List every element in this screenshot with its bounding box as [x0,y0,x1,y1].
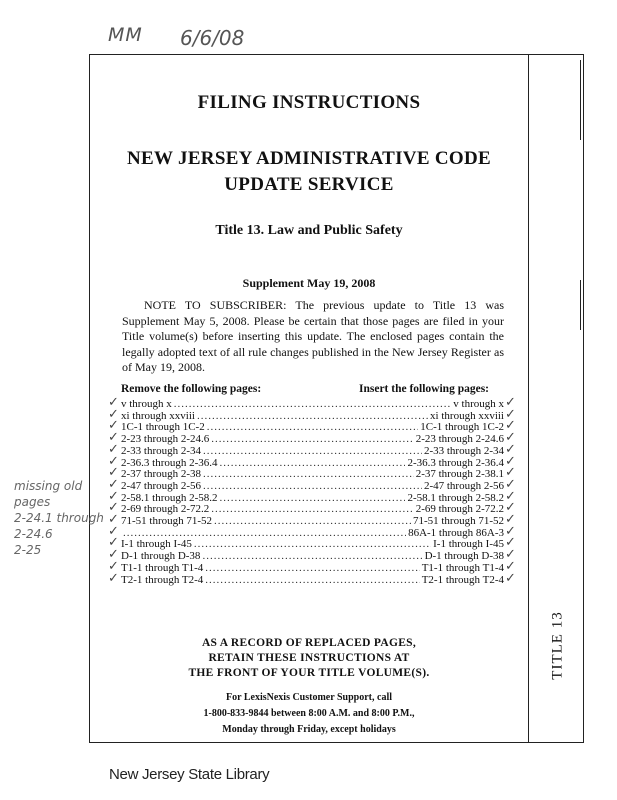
insert-pages: 86A-1 through 86A-3 [408,526,504,539]
check-mark-icon: ✓ [108,395,119,410]
check-mark-icon: ✓ [505,558,516,574]
check-mark-icon: ✓ [505,488,516,504]
strip-divider [580,280,581,330]
check-mark-icon: ✓ [505,476,516,492]
check-mark-icon: ✓ [108,547,119,563]
check-mark-icon: ✓ [108,500,119,516]
margin-note-line: missing old [14,479,83,493]
leader-dots [203,468,414,480]
record-line: THE FRONT OF YOUR TITLE VOLUME(S). [188,667,430,679]
insert-pages: 2-58.1 through 2-58.2 [407,491,504,504]
leader-dots [211,503,413,515]
library-stamp: New Jersey State Library [109,766,270,783]
check-mark-icon: ✓ [505,406,516,422]
margin-note-line: 2-24.6 [14,527,53,541]
insert-pages: 71-51 through 71-52 [412,515,504,527]
remove-pages: I-1 through I-45 [121,538,192,551]
check-mark-icon: ✓ [108,570,119,586]
check-mark-icon: ✓ [505,465,516,481]
code-title-line: UPDATE SERVICE [224,174,394,195]
check-mark-icon: ✓ [108,406,119,422]
remove-pages: 2-69 through 2-72.2 [121,503,210,516]
record-line: RETAIN THESE INSTRUCTIONS AT [208,652,410,664]
insert-pages: 2-69 through 2-72.2 [415,503,504,516]
leader-dots [202,550,422,562]
margin-note-line: 2-25 [14,543,42,557]
leader-dots [174,398,452,410]
leader-dots [207,421,419,433]
support-line: For LexisNexis Customer Support, call [225,692,392,703]
check-mark-icon: ✓ [505,395,516,410]
check-mark-icon: ✓ [505,570,516,586]
customer-support [89,690,529,738]
strip-divider [580,60,581,140]
insert-pages-header: Insert the following pages: [359,383,490,395]
check-mark-icon: ✓ [108,523,119,539]
remove-pages: 2-33 through 2-34 [121,444,202,457]
insert-pages: T2-1 through T2-4 [421,573,504,586]
check-mark-icon: ✓ [505,523,516,539]
leader-dots [220,457,406,469]
check-mark-icon: ✓ [505,453,516,469]
insert-pages: v through x [453,398,504,410]
page-row [121,574,504,588]
check-mark-icon: ✓ [108,441,119,457]
title-tab-label: TITLE 13 [549,610,566,680]
check-mark-icon: ✓ [108,558,119,574]
remove-pages: 2-37 through 2-38 [121,468,202,481]
subscriber-note: NOTE TO SUBSCRIBER: The previous update to Title 13 was Supplement May 5, 2008. Please be certain that those pages are filed in your Title volume(s) before inserting this update. The enclosed pages contain the legally adopted text of all rule changes published in the New Jersey Register as of May 19, 2008. [122,298,504,374]
supplement-date: Supplement May 19, 2008 [242,276,376,290]
insert-pages: 2-23 through 2-24.6 [415,433,504,446]
insert-pages: I-1 through I-45 [433,538,504,551]
remove-pages: 2-23 through 2-24.6 [121,433,210,446]
support-line: 1-800-833-9844 between 8:00 A.M. and 8:00 P.M., [203,708,415,719]
insert-pages: T1-1 through T1-4 [421,561,504,574]
title-subtitle: Title 13. Law and Public Safety [215,223,403,238]
check-mark-icon: ✓ [108,453,119,469]
check-mark-icon: ✓ [108,465,119,481]
remove-pages: 1C-1 through 1C-2 [121,421,205,434]
page-heading: FILING INSTRUCTIONS [197,92,421,113]
code-title-line: NEW JERSEY ADMINISTRATIVE CODE [127,148,491,169]
insert-pages: D-1 through D-38 [424,550,504,563]
leader-dots [203,480,422,492]
leader-dots [211,433,413,445]
insert-pages: 1C-1 through 1C-2 [420,421,504,434]
handwritten-margin-note [14,478,114,558]
code-title [89,146,529,198]
insert-pages: 2-36.3 through 2-36.4 [407,456,504,469]
remove-pages: D-1 through D-38 [121,550,201,563]
remove-pages: T2-1 through T2-4 [121,573,204,586]
leader-dots [205,574,419,586]
check-mark-icon: ✓ [505,500,516,516]
insert-pages: 2-33 through 2-34 [423,444,504,457]
margin-note-line: 2-24.1 through [14,511,104,525]
leader-dots [194,538,431,550]
check-mark-icon: ✓ [108,512,119,527]
check-mark-icon: ✓ [505,547,516,563]
leader-dots [214,515,411,527]
remove-pages-header: Remove the following pages: [121,383,262,395]
check-mark-icon: ✓ [505,430,516,446]
handwritten-date: 6/6/08 [180,26,245,50]
check-mark-icon: ✓ [505,441,516,457]
leader-dots [197,410,428,422]
insert-pages: 2-37 through 2-38.1 [415,468,504,481]
leader-dots [220,492,406,504]
margin-note-line: pages [14,495,51,509]
remove-pages: 71-51 through 71-52 [121,515,213,527]
remove-pages: 2-47 through 2-56 [121,479,202,492]
check-mark-icon: ✓ [108,430,119,446]
record-instructions [89,636,529,681]
check-mark-icon: ✓ [108,535,119,551]
leader-dots [205,562,419,574]
support-line: Monday through Friday, except holidays [222,724,396,735]
check-mark-icon: ✓ [505,418,516,434]
leader-dots [123,527,406,539]
remove-pages: xi through xxviii [121,409,195,422]
remove-pages: v through x [121,398,172,410]
leader-dots [203,445,422,457]
check-mark-icon: ✓ [505,535,516,551]
remove-pages: 2-36.3 through 2-36.4 [121,456,218,469]
insert-pages: 2-47 through 2-56 [423,479,504,492]
check-mark-icon: ✓ [108,488,119,504]
check-mark-icon: ✓ [505,512,516,527]
check-mark-icon: ✓ [108,418,119,434]
check-mark-icon: ✓ [108,476,119,492]
remove-pages: T1-1 through T1-4 [121,561,204,574]
remove-pages: 2-58.1 through 2-58.2 [121,491,218,504]
title-tab [540,600,576,690]
handwritten-initials: MM [108,24,143,46]
insert-pages: xi through xxviii [430,409,504,422]
record-line: AS A RECORD OF REPLACED PAGES, [201,637,417,649]
